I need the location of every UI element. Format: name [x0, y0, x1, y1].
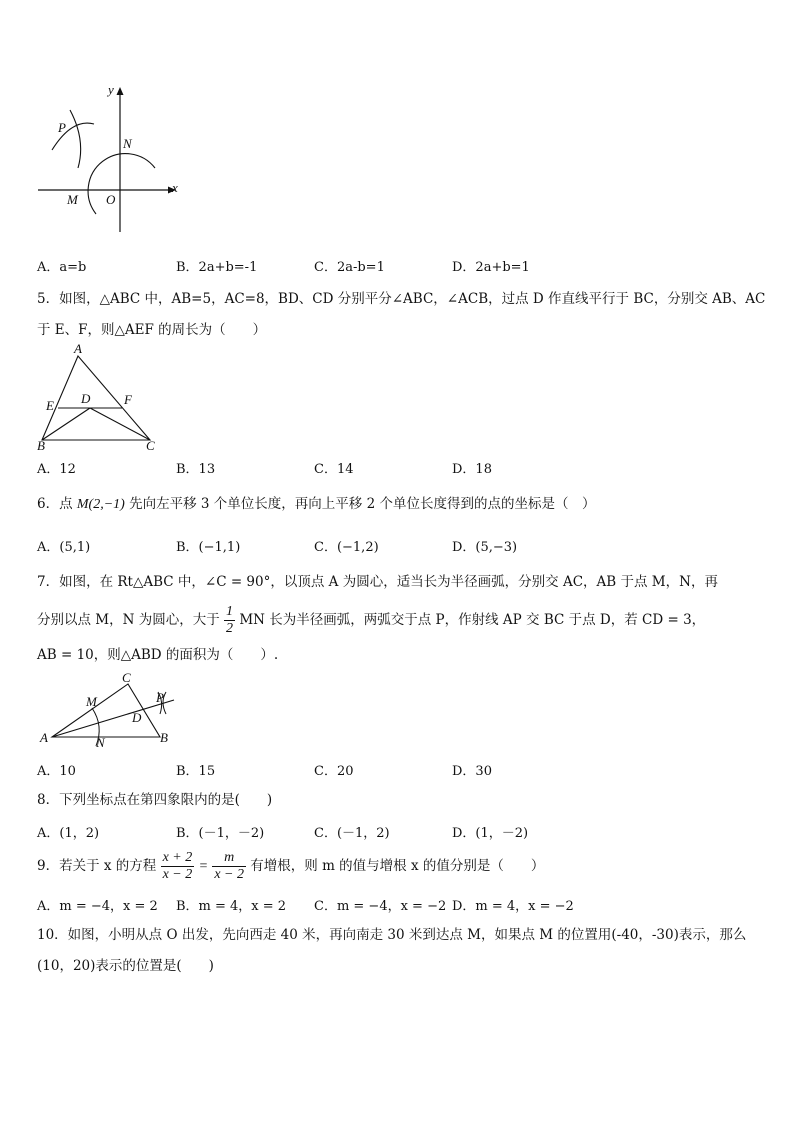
- q6-option-d[interactable]: D．(5,−3): [452, 540, 518, 555]
- q7-fraction-den: 2: [226, 621, 234, 636]
- q9-stem: [37, 846, 544, 887]
- q7-option-c[interactable]: C．20: [314, 764, 354, 779]
- label-a: A: [40, 730, 48, 745]
- label-n: N: [96, 735, 105, 750]
- q4-option-d[interactable]: D．2a+b=1: [452, 260, 530, 275]
- triangle-abc: [42, 356, 150, 440]
- q9-option-a[interactable]: A．m = −4，x = 2: [37, 899, 158, 914]
- label-m: M: [67, 192, 78, 207]
- q9-fraction-left-num: x + 2: [162, 850, 193, 865]
- figure-triangle-aef: [34, 342, 164, 454]
- q5-option-c[interactable]: C．14: [314, 462, 354, 477]
- q7-stem-line2-pre: 分别以点 M，N 为圆心，大于: [37, 612, 220, 628]
- q9-fraction-right-den: x − 2: [214, 867, 244, 882]
- label-e: E: [46, 398, 54, 413]
- q4-option-b[interactable]: B．2a+b=-1: [176, 260, 258, 275]
- label-p: P: [58, 120, 66, 135]
- figure-triangle-abd: [36, 670, 186, 750]
- q6-stem-post: 先向左平移 3 个单位长度，再向上平移 2 个单位长度得到的点的坐标是（ ）: [129, 496, 596, 512]
- label-n: N: [123, 136, 132, 151]
- q10-stem-line1: 10．如图，小明从点 O 出发，先向西走 40 米，再向南走 30 米到达点 M，如果点 M 的位置用(-40，-30)表示，那么: [37, 927, 747, 943]
- label-a: A: [74, 342, 82, 356]
- q8-option-d[interactable]: D．(1，－2): [452, 826, 529, 841]
- q5-stem-line2: 于 E、F，则△AEF 的周长为（ ）: [37, 322, 267, 338]
- q7-stem-line3: AB = 10，则△ABD 的面积为（ ）.: [37, 647, 279, 663]
- label-p: P: [156, 690, 164, 705]
- q7-stem-line2-post: MN 长为半径画弧，两弧交于点 P，作射线 AP 交 BC 于点 D，若 CD = 3，: [239, 612, 706, 628]
- q4-option-c[interactable]: C．2a-b=1: [314, 260, 385, 275]
- label-b: B: [160, 730, 168, 745]
- q7-stem-line2: [37, 602, 705, 638]
- figure-coordinate-arcs: [30, 80, 190, 240]
- label-y: y: [108, 82, 114, 97]
- label-f: F: [124, 392, 132, 407]
- q6-option-c[interactable]: C．(−1,2): [314, 540, 379, 555]
- label-c: C: [146, 438, 155, 453]
- q9-fraction-right-num: m: [212, 850, 246, 867]
- q7-fraction-half: [224, 604, 235, 637]
- q7-option-a[interactable]: A．10: [37, 764, 76, 779]
- q7-option-b[interactable]: B．15: [176, 764, 216, 779]
- label-b: B: [37, 438, 45, 453]
- y-axis-arrow: [117, 87, 124, 95]
- q9-option-b[interactable]: B．m = 4，x = 2: [176, 899, 287, 914]
- q5-option-a[interactable]: A．12: [37, 462, 76, 477]
- arc-at-p-2: [70, 110, 81, 168]
- ray-ap: [52, 700, 174, 737]
- line-cd: [90, 408, 150, 440]
- q9-option-c[interactable]: C．m = −4，x = −2: [314, 899, 447, 914]
- q5-option-b[interactable]: B．13: [176, 462, 216, 477]
- q9-fraction-left-den: x − 2: [162, 867, 193, 882]
- q9-fraction-left: [161, 850, 195, 883]
- q6-point: M(2,−1): [76, 497, 125, 512]
- q5-option-d[interactable]: D．18: [452, 462, 492, 477]
- q5-stem-line1: 5．如图，△ABC 中，AB=5，AC=8，BD、CD 分别平分∠ABC，∠ACB，过点 D 作直线平行于 BC，分别交 AB、AC: [37, 291, 766, 307]
- q6-option-b[interactable]: B．(−1,1): [176, 540, 241, 555]
- q8-option-a[interactable]: A．(1，2): [37, 826, 100, 841]
- q9-equals: =: [198, 859, 209, 874]
- arc-around-origin: [88, 154, 155, 214]
- q6-option-a[interactable]: A．(5,1): [37, 540, 91, 555]
- q7-option-d[interactable]: D．30: [452, 764, 492, 779]
- label-o: O: [106, 192, 116, 207]
- q6-stem: [37, 494, 595, 515]
- q7-fraction-num: 1: [226, 604, 234, 619]
- label-x: x: [172, 180, 178, 195]
- q8-option-b[interactable]: B．(－1，－2): [176, 826, 265, 841]
- q9-option-d[interactable]: D．m = 4，x = −2: [452, 899, 574, 914]
- label-d: D: [81, 391, 91, 406]
- triangle-abc: [52, 684, 160, 737]
- label-d: D: [132, 710, 142, 725]
- q8-stem: 8．下列坐标点在第四象限内的是( ): [37, 792, 273, 808]
- q9-fraction-right: [212, 850, 246, 883]
- q9-stem-pre: 9．若关于 x 的方程: [37, 858, 157, 874]
- label-m: M: [86, 694, 97, 709]
- label-c: C: [122, 670, 131, 685]
- q8-option-c[interactable]: C．(－1，2): [314, 826, 390, 841]
- q6-stem-pre: 6．点: [37, 496, 73, 512]
- q7-stem-line1: 7．如图，在 Rt△ABC 中，∠C = 90°，以顶点 A 为圆心，适当长为半径画弧，分别交 AC，AB 于点 M，N，再: [37, 574, 718, 590]
- q9-stem-post: 有增根，则 m 的值与增根 x 的值分别是（ ）: [250, 858, 545, 874]
- q4-option-a[interactable]: A．a=b: [37, 260, 87, 275]
- q10-stem-line2: (10，20)表示的位置是( ): [37, 958, 214, 974]
